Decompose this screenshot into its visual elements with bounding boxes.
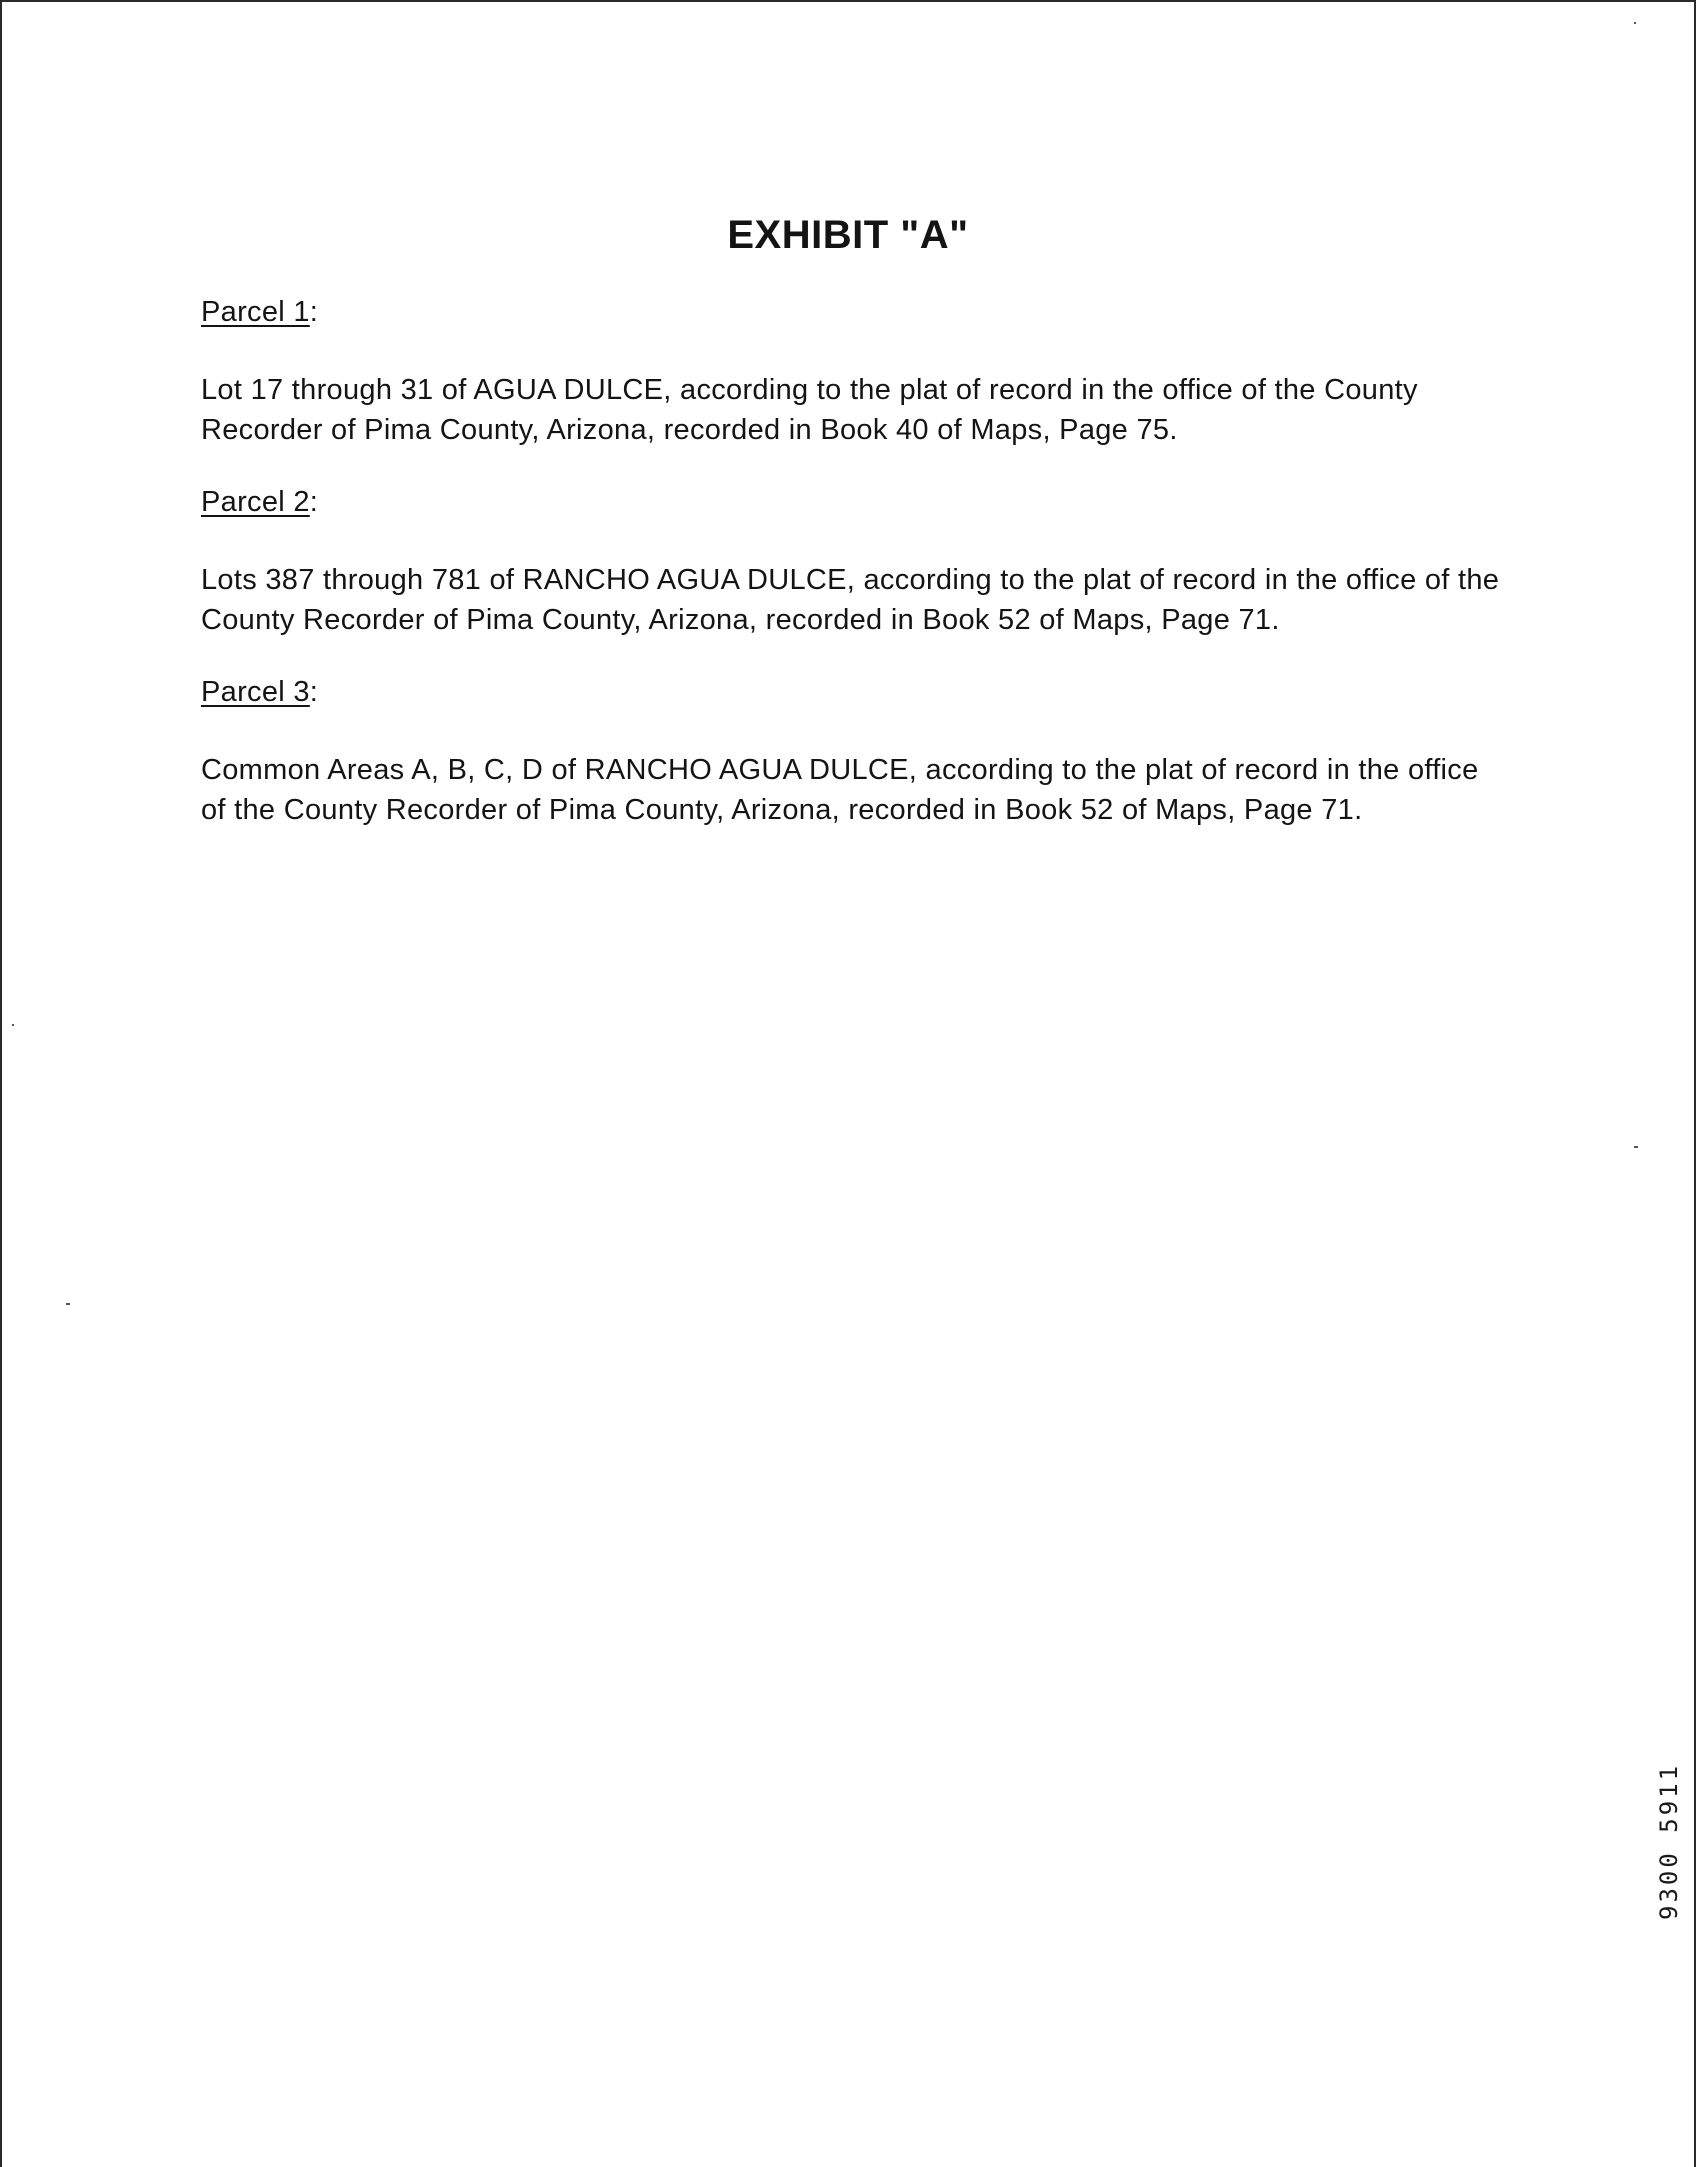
parcel-3-heading-wrap [201,672,1501,712]
parcel-1-heading-wrap [201,292,1501,332]
parcel-3-heading-colon: : [309,676,319,708]
scan-speck [12,1024,14,1026]
parcel-1 [201,292,1501,450]
scan-speck [1634,1146,1638,1148]
parcel-3-heading: Parcel 3 [201,676,310,708]
parcel-3 [201,672,1501,830]
document-body [201,292,1501,862]
parcel-2-text: Lots 387 through 781 of RANCHO AGUA DULCE, according to the plat of record in the office of the County Recorder of Pima County, Arizona, recorded in Book 52 of Maps, Page 71. [201,564,1500,636]
parcel-1-heading-colon: : [309,296,319,328]
parcel-3-text: Common Areas A, B, C, D of RANCHO AGUA DULCE, according to the plat of record in the office of the County Recorder of Pima County, Arizona, recorded in Book 52 of Maps, Page 71. [201,754,1479,826]
scan-speck [1634,22,1636,24]
parcel-1-heading: Parcel 1 [201,296,310,328]
parcel-2 [201,482,1501,640]
recording-stamp-text: 9300 5911 [1655,1762,1683,1920]
parcel-1-text: Lot 17 through 31 of AGUA DULCE, according to the plat of record in the office of the County Recorder of Pima County, Arizona, recorded in Book 40 of Maps, Page 75. [201,374,1418,446]
recording-stamp [1655,1580,1681,1920]
parcel-2-heading: Parcel 2 [201,486,310,518]
page-title: EXHIBIT "A" [727,212,969,257]
parcel-2-heading-colon: : [309,486,319,518]
parcel-2-heading-wrap [201,482,1501,522]
scan-speck [66,1303,70,1305]
